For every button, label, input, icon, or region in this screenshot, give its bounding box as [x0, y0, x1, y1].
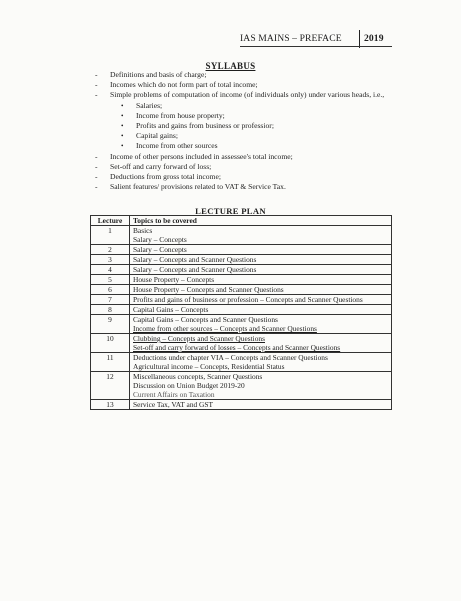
topics-cell: Profits and gains of business or profession – Concepts and Scanner Questions	[130, 295, 392, 305]
table-row	[91, 295, 392, 305]
lecture-number: 9	[91, 315, 130, 334]
table-row	[91, 400, 392, 410]
topics-cell: Clubbing – Concepts and Scanner Questions Set-off and carry forward of losses – Concepts and Scanner Questions	[130, 334, 392, 353]
topics-cell: Capital Gains – Concepts	[130, 305, 392, 315]
header-year: 2019	[364, 33, 384, 44]
lecture-number: 4	[91, 265, 130, 275]
syllabus-title: SYLLABUS	[205, 61, 256, 71]
table-row	[91, 353, 392, 372]
header-rule	[240, 46, 392, 47]
bullet-icon: •	[121, 101, 124, 110]
topics-cell: Deductions under chapter VIA – Concepts and Scanner Questions Agricultural income – Concepts, Residential Status	[130, 353, 392, 372]
topics-cell: Salary – Concepts and Scanner Questions	[130, 255, 392, 265]
topics-cell: Service Tax, VAT and GST	[130, 400, 392, 410]
syllabus-item: - Simple problems of computation of income (of individuals only) under various heads, i.e.,	[95, 90, 385, 100]
lecture-number: 13	[91, 400, 130, 410]
lecture-plan-table	[90, 215, 392, 410]
table-row	[91, 245, 392, 255]
table-header-row	[91, 216, 392, 226]
table-row	[91, 275, 392, 285]
lecture-number: 7	[91, 295, 130, 305]
table-row	[91, 255, 392, 265]
syllabus-item: - Definitions and basis of charge;	[95, 70, 207, 79]
syllabus-item: - Income of other persons included in assessee's total income;	[95, 151, 293, 161]
table-row	[91, 305, 392, 315]
topics-cell: House Property – Concepts and Scanner Questions	[130, 285, 392, 295]
table-row	[91, 226, 392, 245]
table-row	[91, 285, 392, 295]
table-row	[91, 372, 392, 400]
header-title: IAS MAINS – PREFACE	[240, 33, 342, 44]
topics-cell: Miscellaneous concepts, Scanner Questions Discussion on Union Budget 2019-20 Current Affairs on Taxation	[130, 372, 392, 400]
table-row	[91, 265, 392, 275]
table-row	[91, 334, 392, 353]
lecture-plan-title: LECTURE PLAN	[195, 206, 266, 216]
lecture-number: 6	[91, 285, 130, 295]
syllabus-item: - Deductions from gross total income;	[95, 172, 221, 182]
income-head-item: • Income from other sources	[121, 141, 218, 151]
syllabus-item: - Set-off and carry forward of loss;	[95, 161, 212, 171]
bullet-icon: •	[121, 132, 124, 141]
lecture-number: 1	[91, 226, 130, 245]
income-head-item: • Income from house property;	[121, 110, 225, 120]
bullet-icon: •	[121, 111, 124, 120]
lecture-number: 5	[91, 275, 130, 285]
lecture-number: 2	[91, 245, 130, 255]
lecture-number: 3	[91, 255, 130, 265]
syllabus-item: - Incomes which do not form part of total income;	[95, 80, 258, 90]
bullet-icon: •	[121, 122, 124, 131]
income-head-item: • Capital gains;	[121, 131, 178, 141]
syllabus-list	[95, 70, 395, 192]
lecture-number: 12	[91, 372, 130, 400]
syllabus-item: - Salient features/ provisions related to VAT & Service Tax.	[95, 182, 286, 192]
income-head-item: • Salaries;	[121, 100, 163, 110]
topics-cell: Basics Salary – Concepts	[130, 226, 392, 245]
bullet-icon: •	[121, 142, 124, 151]
lecture-number: 10	[91, 334, 130, 353]
topics-cell: Capital Gains – Concepts and Scanner Questions Income from other sources – Concepts and Scanner Questions	[130, 315, 392, 334]
income-head-item: • Profits and gains from business or professior;	[121, 121, 274, 131]
lecture-column-header: Lecture	[91, 216, 130, 226]
topics-column-header: Topics to be covered	[130, 216, 392, 226]
lecture-number: 8	[91, 305, 130, 315]
topics-cell: Salary – Concepts and Scanner Questions	[130, 265, 392, 275]
topics-cell: House Property – Concepts	[130, 275, 392, 285]
topics-cell: Salary – Concepts	[130, 245, 392, 255]
lecture-number: 11	[91, 353, 130, 372]
table-row	[91, 315, 392, 334]
